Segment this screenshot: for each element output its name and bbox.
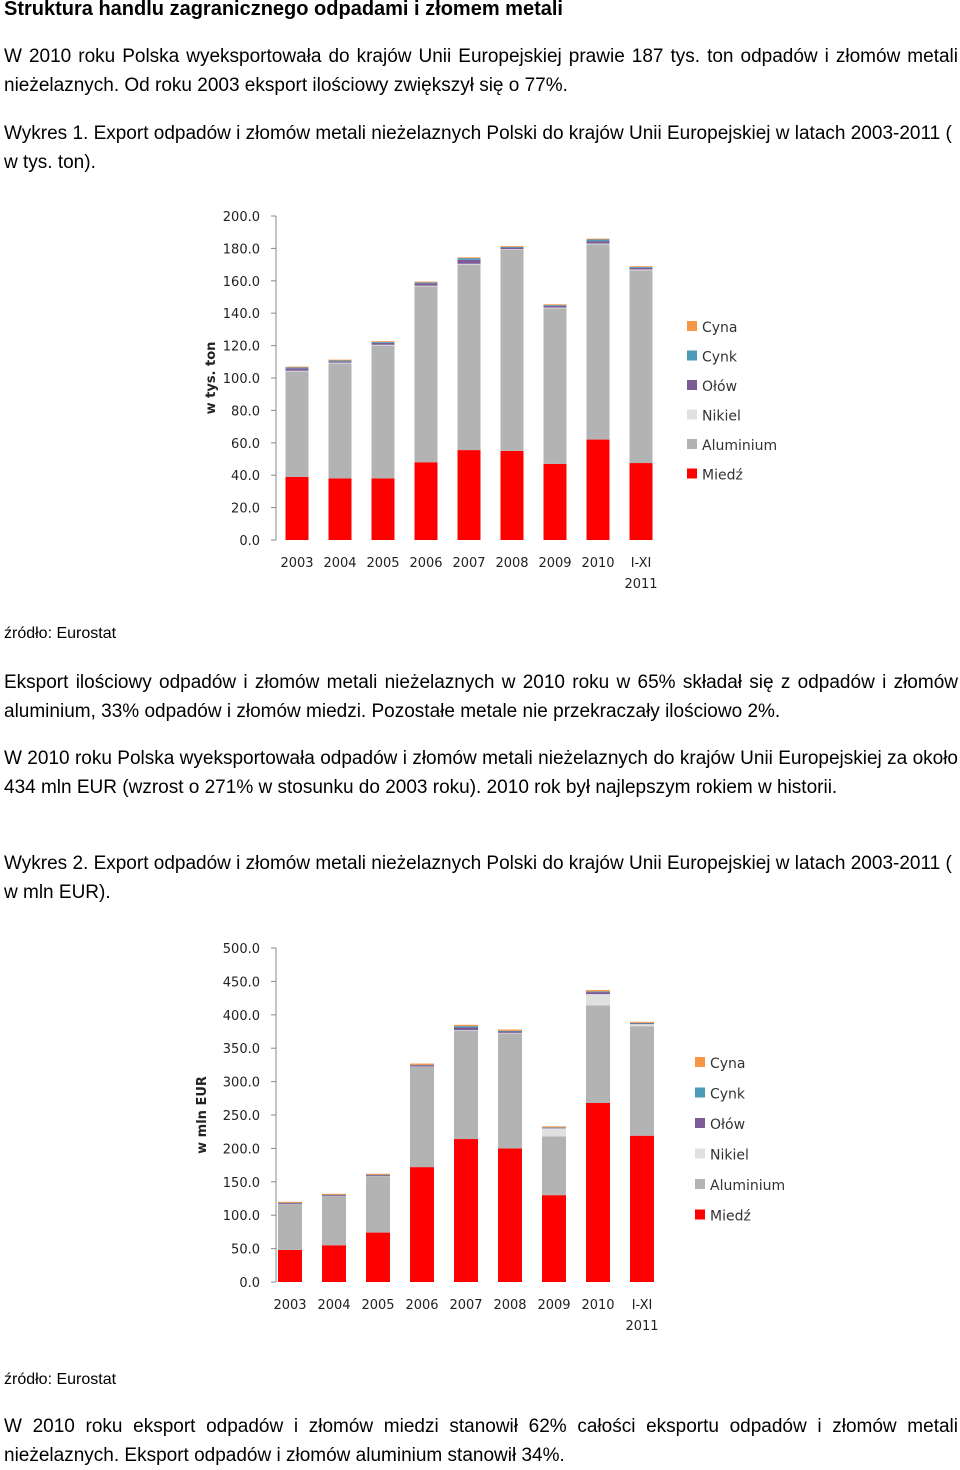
legend-label: Cynk	[710, 1086, 746, 1103]
y-tick-label: 140.0	[222, 307, 260, 323]
bar-cyna-2009	[542, 1126, 566, 1127]
legend-swatch	[695, 1210, 705, 1220]
bar-cynk-i-xi-2011	[630, 1023, 654, 1024]
bar-ołów-2009	[544, 306, 567, 308]
y-axis-title: w mln EUR	[195, 1076, 210, 1154]
legend-swatch	[687, 410, 697, 420]
chart1-source: źródło: Eurostat	[4, 625, 117, 642]
bar-nikiel-2009	[542, 1128, 566, 1136]
legend-swatch	[687, 351, 697, 361]
y-tick-label: 150.0	[222, 1175, 260, 1191]
x-tick-label: 2007	[452, 556, 486, 571]
bar-miedź-i-xi-2011	[630, 1136, 654, 1282]
value-paragraph: W 2010 roku Polska wyeksportowała odpadów i złomów metali nieżelaznych do krajów Unii Europejskiej za około 434 mln EUR (wzrost o 271% w stosunku do 2003 roku). 2010 rok był najlepszym rokiem w historii.	[4, 748, 958, 798]
bar-miedź-i-xi-2011	[630, 463, 653, 540]
legend-label: Miedź	[710, 1208, 751, 1225]
x-tick-label: 2003	[273, 1298, 307, 1313]
bar-nikiel-2008	[498, 1033, 522, 1034]
bar-aluminium-2008	[501, 250, 524, 451]
bar-ołów-2004	[329, 361, 352, 362]
x-tick-label: 2004	[317, 1298, 351, 1313]
legend-swatch	[687, 380, 697, 390]
bar-cynk-2007	[458, 258, 481, 260]
x-tick-label: 2003	[280, 556, 314, 571]
bar-aluminium-2010	[586, 1005, 610, 1103]
copper-share-paragraph: W 2010 roku eksport odpadów i złomów miedzi stanowił 62% całości eksportu odpadów i złomów metali nieżelaznych. Eksport odpadów i złomów aluminium stanowił 34%.	[4, 1416, 958, 1466]
y-tick-label: 400.0	[222, 1008, 260, 1024]
composition-paragraph: Eksport ilościowy odpadów i złomów metali nieżelaznych w 2010 roku w 65% składał się z odpadów i złomów aluminium, 33% odpadów i złomów miedzi. Pozostałe metale nie przekraczały ilościowo 2%.	[4, 672, 958, 722]
x-tick-label: 2007	[449, 1298, 483, 1313]
legend-label: Miedź	[702, 467, 743, 484]
x-tick-label: 2010	[581, 1298, 615, 1313]
bar-cyna-2004	[329, 360, 352, 361]
bar-miedź-2009	[544, 464, 567, 540]
bar-nikiel-i-xi-2011	[630, 269, 653, 270]
intro-paragraph: W 2010 roku Polska wyeksportowała do krajów Unii Europejskiej prawie 187 tys. ton odpadów i złomów metali nieżelaznych. Od roku 2003 eksport ilościowy zwiększył się o 77%.	[4, 46, 958, 96]
bar-ołów-2006	[415, 283, 438, 285]
legend-label: Cyna	[702, 320, 738, 336]
bar-cyna-2005	[366, 1174, 390, 1175]
y-axis-title: w tys. ton	[204, 341, 219, 415]
y-tick-label: 450.0	[222, 975, 260, 991]
legend-swatch	[687, 439, 697, 449]
bar-ołów-2005	[366, 1175, 390, 1176]
bar-miedź-2003	[278, 1250, 302, 1282]
bar-nikiel-2007	[458, 264, 481, 265]
y-tick-label: 300.0	[222, 1075, 260, 1091]
legend-label: Nikiel	[710, 1147, 749, 1164]
y-tick-label: 20.0	[231, 501, 260, 517]
chart2-caption: Wykres 2. Export odpadów i złomów metali nieżelaznych Polski do krajów Unii Europejskiej w latach 2003-2011 ( w mln EUR).	[4, 853, 952, 903]
bar-aluminium-2007	[454, 1031, 478, 1139]
chart1-caption: Wykres 1. Export odpadów i złomów metali nieżelaznych Polski do krajów Unii Europejskiej w latach 2003-2011 ( w tys. ton).	[4, 123, 952, 173]
x-tick-label: 2011	[624, 577, 658, 592]
bar-miedź-2008	[501, 451, 524, 540]
page-heading: Struktura handlu zagranicznego odpadami i złomem metali	[4, 0, 563, 20]
bar-cynk-2010	[587, 239, 610, 241]
bar-cyna-2008	[501, 246, 524, 247]
y-tick-label: 60.0	[231, 436, 260, 452]
bar-cynk-2010	[586, 991, 610, 992]
chart2-source: źródło: Eurostat	[4, 1371, 117, 1388]
bar-cyna-2008	[498, 1029, 522, 1030]
bar-ołów-2010	[587, 241, 610, 243]
bar-nikiel-2008	[501, 249, 524, 250]
legend-label: Nikiel	[702, 408, 741, 425]
bar-aluminium-2003	[286, 372, 309, 477]
bar-aluminium-2005	[372, 346, 395, 479]
y-tick-label: 50.0	[231, 1242, 260, 1258]
legend-swatch	[687, 321, 697, 331]
bar-cyna-i-xi-2011	[630, 266, 653, 267]
bar-cyna-2007	[458, 257, 481, 258]
bar-aluminium-i-xi-2011	[630, 1026, 654, 1136]
bar-miedź-2010	[587, 440, 610, 540]
bar-cyna-2006	[415, 282, 438, 283]
bar-ołów-2003	[278, 1203, 302, 1204]
bar-aluminium-2004	[322, 1196, 346, 1245]
y-tick-label: 160.0	[222, 274, 260, 290]
legend-label: Cyna	[710, 1056, 746, 1072]
bar-nikiel-2010	[586, 994, 610, 1005]
bar-miedź-2006	[415, 462, 438, 540]
bar-ołów-2009	[542, 1128, 566, 1129]
bar-ołów-2003	[286, 368, 309, 370]
bar-aluminium-2007	[458, 265, 481, 450]
bar-nikiel-2010	[587, 244, 610, 245]
bar-aluminium-2005	[366, 1176, 390, 1232]
legend-swatch	[695, 1118, 705, 1128]
x-tick-label: 2008	[493, 1298, 527, 1313]
bar-aluminium-i-xi-2011	[630, 270, 653, 463]
bar-cyna-2006	[410, 1064, 434, 1065]
bar-aluminium-2009	[542, 1136, 566, 1195]
y-tick-label: 100.0	[222, 372, 260, 387]
legend-label: Aluminium	[710, 1178, 786, 1194]
bar-aluminium-2004	[329, 363, 352, 478]
legend-swatch	[695, 1057, 705, 1067]
bar-nikiel-2007	[454, 1030, 478, 1031]
bar-cyna-2010	[587, 239, 610, 240]
bar-ołów-2005	[372, 343, 395, 345]
y-tick-label: 0.0	[239, 1276, 260, 1291]
y-tick-label: 0.0	[239, 534, 260, 549]
bar-cynk-2007	[454, 1026, 478, 1027]
x-tick-label: 2010	[581, 556, 615, 571]
bar-miedź-2007	[458, 450, 481, 540]
x-tick-label: I-XI	[630, 556, 652, 571]
bar-cyna-2010	[586, 990, 610, 991]
bar-miedź-2003	[286, 477, 309, 540]
bar-ołów-2007	[458, 260, 481, 264]
bar-nikiel-2006	[415, 286, 438, 287]
legend-label: Aluminium	[702, 438, 778, 454]
bar-cyna-i-xi-2011	[630, 1022, 654, 1023]
legend-label: Cynk	[702, 349, 738, 366]
bar-aluminium-2009	[544, 308, 567, 464]
bar-ołów-i-xi-2011	[630, 1023, 654, 1024]
bar-cynk-2005	[372, 342, 395, 343]
bar-cynk-2003	[286, 367, 309, 368]
bar-ołów-2004	[322, 1195, 346, 1196]
bar-cynk-2008	[498, 1031, 522, 1032]
x-tick-label: I-XI	[631, 1298, 653, 1313]
bar-aluminium-2006	[410, 1067, 434, 1167]
bar-miedź-2007	[454, 1139, 478, 1282]
bar-ołów-2010	[586, 992, 610, 994]
legend-swatch	[687, 469, 697, 479]
y-tick-label: 200.0	[222, 210, 260, 225]
x-tick-label: 2008	[495, 556, 529, 571]
bar-aluminium-2006	[415, 286, 438, 462]
x-tick-label: 2005	[366, 556, 400, 571]
chart-export-tonnage	[0, 200, 960, 610]
legend-swatch	[695, 1149, 705, 1159]
bar-cynk-2006	[415, 282, 438, 283]
y-tick-label: 100.0	[222, 1209, 260, 1225]
bar-cyna-2007	[454, 1025, 478, 1026]
bar-ołów-i-xi-2011	[630, 268, 653, 270]
bar-nikiel-2004	[329, 363, 352, 364]
y-tick-label: 40.0	[231, 469, 260, 485]
legend-swatch	[695, 1088, 705, 1098]
x-tick-label: 2006	[405, 1298, 439, 1313]
bar-cynk-2004	[329, 361, 352, 362]
bar-ołów-2007	[454, 1027, 478, 1030]
bar-cyna-2003	[286, 367, 309, 368]
bar-ołów-2008	[501, 248, 524, 250]
bar-cyna-2004	[322, 1194, 346, 1195]
x-tick-label: 2011	[625, 1319, 659, 1334]
bar-nikiel-i-xi-2011	[630, 1024, 654, 1026]
bar-miedź-2009	[542, 1195, 566, 1282]
bar-cyna-2005	[372, 341, 395, 342]
x-tick-label: 2009	[538, 556, 572, 571]
bar-nikiel-2005	[372, 345, 395, 346]
chart-export-value	[0, 930, 960, 1350]
bar-miedź-2004	[322, 1245, 346, 1282]
legend-swatch	[695, 1179, 705, 1189]
bar-miedź-2005	[366, 1233, 390, 1282]
bar-aluminium-2008	[498, 1034, 522, 1149]
bar-cynk-i-xi-2011	[630, 267, 653, 268]
bar-miedź-2010	[586, 1103, 610, 1282]
x-tick-label: 2005	[361, 1298, 395, 1313]
x-tick-label: 2004	[323, 556, 357, 571]
bar-nikiel-2003	[286, 371, 309, 372]
legend-label: Ołów	[702, 379, 738, 395]
y-tick-label: 350.0	[222, 1042, 260, 1058]
bar-aluminium-2003	[278, 1205, 302, 1250]
bar-cynk-2009	[544, 305, 567, 306]
bar-cynk-2008	[501, 247, 524, 248]
bar-cyna-2003	[278, 1202, 302, 1203]
bar-miedź-2008	[498, 1148, 522, 1282]
bar-miedź-2006	[410, 1167, 434, 1282]
y-tick-label: 180.0	[222, 242, 260, 258]
y-tick-label: 500.0	[222, 942, 260, 957]
legend-label: Ołów	[710, 1117, 746, 1133]
bar-aluminium-2010	[587, 244, 610, 439]
x-tick-label: 2006	[409, 556, 443, 571]
y-tick-label: 80.0	[231, 404, 260, 420]
y-tick-label: 120.0	[222, 339, 260, 355]
bar-miedź-2005	[372, 478, 395, 540]
x-tick-label: 2009	[537, 1298, 571, 1313]
bar-nikiel-2009	[544, 308, 567, 309]
bar-miedź-2004	[329, 478, 352, 540]
bar-ołów-2008	[498, 1032, 522, 1033]
y-tick-label: 250.0	[222, 1109, 260, 1124]
bar-ołów-2006	[410, 1065, 434, 1066]
y-tick-label: 200.0	[222, 1142, 260, 1158]
bar-cyna-2009	[544, 304, 567, 305]
